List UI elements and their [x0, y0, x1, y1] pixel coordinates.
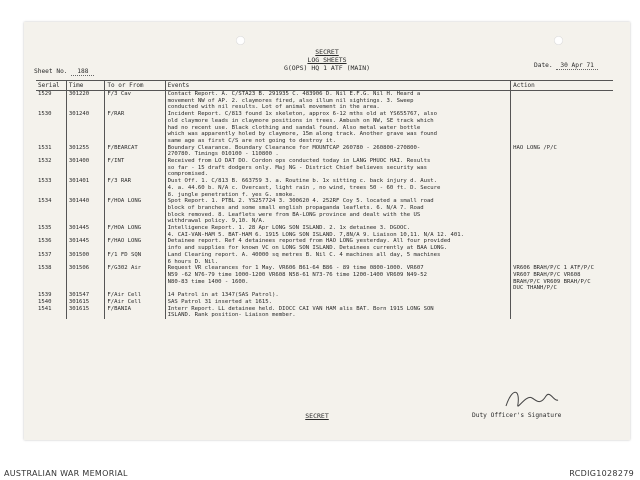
event-line: 8. jungle penetration f. yes G. smoke. — [167, 191, 296, 198]
event-line: Interr Report. LL detainee held. DIOCC CAI VAN HAM alis BAT. Born 1915 LONG SON — [167, 305, 434, 312]
action-line: VR607 BRAH/P/C VR608 — [513, 271, 581, 278]
entry-to-from: F/3 RAR — [105, 178, 165, 198]
event-line: Dust Off. 1. C/813 B. 663759 3. a. Routine b. 1x sitting c. back injury d. Aust. — [167, 178, 438, 185]
entry-action — [511, 145, 613, 158]
entry-events — [165, 299, 510, 306]
log-table — [36, 80, 613, 319]
column-header-serial: Serial — [36, 81, 66, 91]
entry-serial: 1533 — [36, 178, 66, 198]
event-line: 4. a. 44.60 b. N/A c. Overcast, light rain , no wind, trees 50 - 60 ft. D. Secure — [167, 184, 441, 191]
entry-serial: 1536 — [36, 238, 66, 251]
classification-top: SECRET — [315, 48, 339, 56]
event-line: compromised. — [167, 171, 209, 178]
entry-to-from: F/HAO LONG — [105, 238, 165, 251]
event-line: ISLAND. Rank position- Liaison member. — [167, 312, 296, 319]
entry-events — [165, 238, 510, 251]
duty-officer-label: Duty Officer's Signature — [472, 412, 562, 419]
event-line: Incident Report. C/813 found 1x skeleton, approx 6-12 mths old at YS655767, also — [167, 111, 438, 118]
event-line: movement NW of AP. 2. claymores fired, also illum nil sightings. 3. Sweep — [167, 97, 414, 104]
event-line: same age as first C/S are not going to destroy it. — [167, 137, 337, 144]
log-table-body — [36, 91, 613, 319]
log-title: LOG SHEETS — [307, 56, 347, 64]
event-line: 270780. Timings 010100 - 110800 . — [167, 151, 279, 158]
entry-action — [511, 238, 613, 251]
log-entry-row — [36, 265, 613, 292]
log-entry-row — [36, 306, 613, 319]
entry-serial: 1537 — [36, 252, 66, 265]
entry-to-from: F/1 FD SQN — [105, 252, 165, 265]
entry-to-from: F/BEARCAT — [105, 145, 165, 158]
sheet-label: Sheet No. — [34, 68, 68, 75]
entry-serial: 1541 — [36, 306, 66, 319]
entry-events — [165, 158, 510, 178]
entry-time: 301547 — [66, 292, 105, 299]
log-entry-row — [36, 252, 613, 265]
sheet-date — [534, 62, 598, 69]
entry-events — [165, 292, 510, 299]
event-line: Spot Report. 1. PTBL 2. YS257724 3. 300620 4. 252RF Coy 5. located a small road — [167, 198, 434, 205]
archive-credit-left: AUSTRALIAN WAR MEMORIAL — [4, 469, 128, 478]
action-line: VR606 BRAH/P/C 1 ATF/P/C — [513, 265, 594, 272]
action-line: DUC THANH/P/C — [513, 285, 557, 292]
entry-serial: 1529 — [36, 91, 66, 112]
event-line: Detainee report. Ref 4 detainees reported from HAO LONG yesterday. All four provided — [167, 238, 451, 245]
log-entry-row — [36, 299, 613, 306]
event-line: SAS Patrol 31 inserted at 1615. — [167, 298, 273, 305]
entry-to-from: F/RAR — [105, 111, 165, 145]
event-line: conducted with nil results. Lot of animal movement in the area. — [167, 104, 380, 111]
entry-to-from: F/G302 Air — [105, 265, 165, 292]
entry-serial: 1539 — [36, 292, 66, 299]
entry-time: 301615 — [66, 306, 105, 319]
entry-action — [511, 111, 613, 145]
entry-events — [165, 178, 510, 198]
entry-time: 301445 — [66, 238, 105, 251]
event-line: withdrawal policy. 9,10. N/A. — [167, 218, 266, 225]
entry-events — [165, 111, 510, 145]
entry-time: 301506 — [66, 265, 105, 292]
event-line: block of branches and some small english propaganda leaflets. 6. N/A 7. Road — [167, 204, 424, 211]
classification-bottom: SECRET — [305, 412, 329, 420]
entry-serial: 1535 — [36, 225, 66, 238]
event-line: Contact Report. A. C/STA23 B. 291935 C. 483906 D. Nil E.F.G. Nil H. Heard a — [167, 91, 421, 97]
entry-to-from: F/Air Cell — [105, 299, 165, 306]
column-header-action: Action — [511, 81, 613, 91]
entry-time: 301255 — [66, 145, 105, 158]
entry-events — [165, 145, 510, 158]
entry-to-from: F/HOA LONG — [105, 225, 165, 238]
punch-hole-right — [554, 36, 563, 45]
entry-action — [511, 225, 613, 238]
log-entry-row — [36, 91, 613, 112]
event-line: block removed. 8. Leaflets were from BA-LONG province and dealt with the US — [167, 211, 421, 218]
entry-time: 301440 — [66, 198, 105, 225]
entry-time: 301615 — [66, 299, 105, 306]
event-line: 14 Patrol in at 1347(SAS Patrol). — [167, 292, 279, 299]
entry-to-from: F/3 Cav — [105, 91, 165, 112]
entry-action — [511, 198, 613, 225]
action-line: HAO LONG /P/C — [513, 144, 557, 151]
entry-events — [165, 225, 510, 238]
entry-serial: 1538 — [36, 265, 66, 292]
log-entry-row — [36, 145, 613, 158]
entry-events — [165, 198, 510, 225]
entry-serial: 1531 — [36, 145, 66, 158]
log-entry-row — [36, 225, 613, 238]
event-line: so far - 15 draft dodgers only. Maj NG - District Chief believes security was — [167, 164, 427, 171]
event-line: info and supplies for known VC on LONG SON ISLAND. Detainees currently at BAA LONG. — [167, 245, 448, 252]
log-entry-row — [36, 292, 613, 299]
event-line: Intelligence Report. 1. 28 Apr LONG SON ISLAND. 2. 1x detainee 3. DGOOC. — [167, 225, 411, 232]
entry-action — [511, 299, 613, 306]
punch-hole-left — [236, 36, 245, 45]
entry-serial: 1530 — [36, 111, 66, 145]
log-entry-row — [36, 238, 613, 251]
event-line: which was apparently holed by claymore, 15m along track. Another grave was found — [167, 131, 438, 138]
entry-events — [165, 306, 510, 319]
column-header-time: Time — [66, 81, 105, 91]
event-line: 6 hours D. Nil. — [167, 258, 219, 265]
column-header-to-or-from: To or From — [105, 81, 165, 91]
entry-action — [511, 252, 613, 265]
event-line: N80-83 time 1400 - 1600. — [167, 278, 249, 285]
date-value: 30 Apr 71 — [556, 62, 598, 70]
entry-action — [511, 306, 613, 319]
entry-serial: 1540 — [36, 299, 66, 306]
entry-time: 301240 — [66, 111, 105, 145]
sheet-value: 188 — [71, 68, 94, 76]
action-line: BRAH/P/C VR609 BRAH/P/C — [513, 278, 591, 285]
entry-action — [511, 91, 613, 112]
event-line: Land Clearing report. A. 40000 sq metres B. Nil C. 4 machines all day, 5 machines — [167, 251, 441, 258]
entry-action — [511, 265, 613, 292]
event-line: Received from LO DAT DO. Cordon ops conducted today in LANG PHUOC HAI. Results — [167, 158, 431, 165]
log-table-header — [36, 81, 613, 91]
entry-serial: 1532 — [36, 158, 66, 178]
date-label: Date. — [534, 62, 553, 69]
entry-events — [165, 265, 510, 292]
event-line: Request VR clearances for 1 May. VR606 B61-64 B86 - 89 time 0800-1000. VR607 — [167, 265, 424, 272]
event-line: 4. CAI-VAN-HAM 5. BAT-HAM 6. 1915 LONG SON ISLAND. 7,8N/A 9. Liaison 10,11. N/A 12. 401. — [167, 231, 464, 238]
log-entry-row — [36, 198, 613, 225]
log-entry-row — [36, 178, 613, 198]
entry-time: 301400 — [66, 158, 105, 178]
entry-serial: 1534 — [36, 198, 66, 225]
entry-time: 301220 — [66, 91, 105, 112]
entry-events — [165, 252, 510, 265]
entry-action — [511, 178, 613, 198]
event-line: had no recent use. Black clothing and sandal found. Also metal water bottle — [167, 124, 421, 131]
entry-action — [511, 158, 613, 178]
entry-to-from: F/HOA LONG — [105, 198, 165, 225]
signature-scribble — [502, 384, 562, 414]
entry-to-from: F/Air Cell — [105, 292, 165, 299]
archive-credit-right: RCDIG1028279 — [569, 469, 634, 478]
entry-events — [165, 91, 510, 112]
entry-to-from: F/BANIA — [105, 306, 165, 319]
column-header-events: Events — [165, 81, 510, 91]
log-entry-row — [36, 158, 613, 178]
event-line: Boundary Clearance. Boundary Clearance for MOUNTCAP 260780 - 260800-270800- — [167, 144, 421, 151]
entry-to-from: F/INT — [105, 158, 165, 178]
entry-time: 301445 — [66, 225, 105, 238]
event-line: N59 -62 N76-79 time 1000-1200 VR608 N58-61 N73-76 time 1200-1400 VR609 N49-52 — [167, 271, 427, 278]
entry-action — [511, 292, 613, 299]
entry-time: 301500 — [66, 252, 105, 265]
sheet-number — [34, 68, 94, 75]
log-entry-row — [36, 111, 613, 145]
unit-label: G(OPS) HQ 1 ATF (MAIN) — [283, 64, 371, 72]
entry-time: 301401 — [66, 178, 105, 198]
event-line: old claymore leads in claymore positions in trees. Ambush on NW, SE track which — [167, 117, 434, 124]
